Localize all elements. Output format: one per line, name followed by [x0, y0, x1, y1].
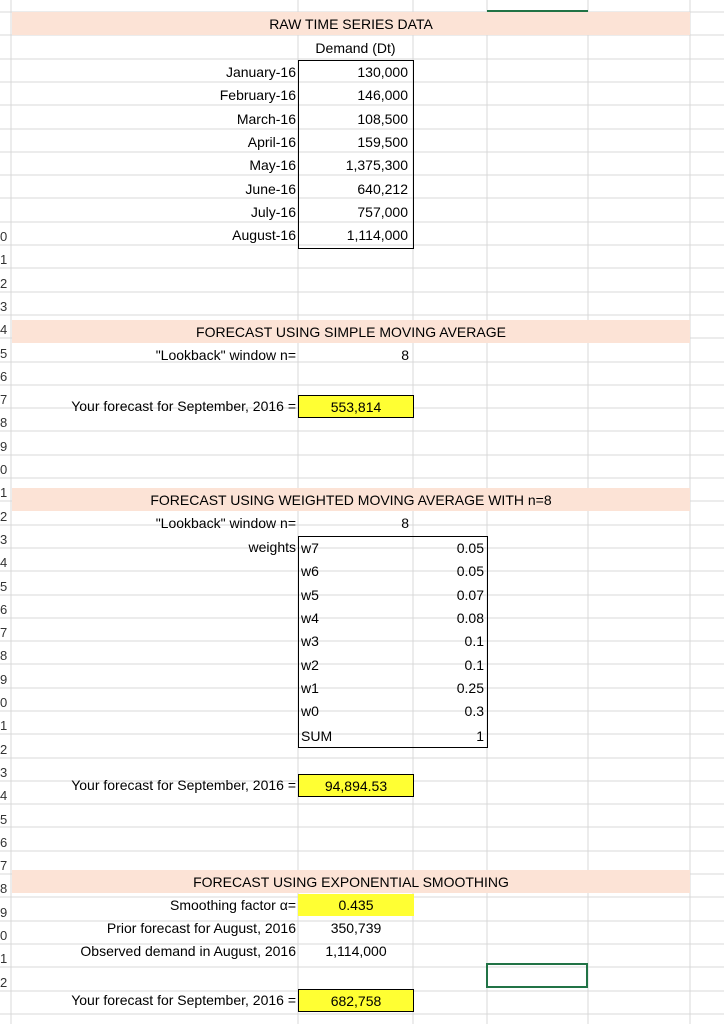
- demand-cell[interactable]: 640,212: [357, 180, 408, 197]
- weight-name[interactable]: w4: [301, 609, 319, 626]
- row-number[interactable]: 0: [0, 229, 8, 244]
- demand-column-header: Demand (Dt): [315, 40, 396, 56]
- row-number[interactable]: 6: [0, 601, 8, 617]
- weight-name[interactable]: w0: [301, 703, 319, 720]
- month-cell[interactable]: August-16: [232, 227, 296, 244]
- row-number[interactable]: 6: [0, 834, 8, 850]
- row-number[interactable]: 0: [0, 928, 8, 943]
- es-alpha-value[interactable]: 0.435: [298, 894, 414, 916]
- raw-title: RAW TIME SERIES DATA: [269, 16, 433, 32]
- row-number[interactable]: 9: [0, 671, 8, 687]
- row-number[interactable]: 3: [0, 531, 8, 547]
- es-forecast-value[interactable]: 682,758: [298, 989, 414, 1012]
- weight-value[interactable]: 0.1: [464, 633, 484, 650]
- weight-name[interactable]: w6: [301, 563, 319, 580]
- month-cell[interactable]: March-16: [236, 110, 296, 127]
- row-number[interactable]: 2: [0, 275, 8, 291]
- row-number[interactable]: 1: [0, 252, 8, 268]
- es-prior-label: Prior forecast for August, 2016: [106, 920, 296, 936]
- sma-forecast-value[interactable]: 553,814: [298, 395, 414, 418]
- demand-cell[interactable]: 130,000: [357, 64, 408, 80]
- row-number[interactable]: 9: [0, 438, 8, 454]
- row-number[interactable]: 3: [0, 298, 8, 314]
- weight-name[interactable]: w7: [301, 540, 319, 556]
- weight-name[interactable]: w3: [301, 633, 319, 650]
- wma-title: FORECAST USING WEIGHTED MOVING AVERAGE WITH n=8: [150, 492, 552, 508]
- row-number[interactable]: 6: [0, 368, 8, 384]
- month-cell[interactable]: February-16: [219, 87, 296, 104]
- row-number[interactable]: 5: [0, 578, 8, 594]
- es-observed-value[interactable]: 1,114,000: [325, 943, 387, 959]
- row-number[interactable]: 7: [0, 392, 8, 408]
- row-number[interactable]: 5: [0, 345, 8, 361]
- month-cell[interactable]: May-16: [249, 157, 296, 174]
- row-number[interactable]: 8: [0, 881, 8, 897]
- weight-name[interactable]: w1: [301, 679, 319, 696]
- row-number[interactable]: 4: [0, 322, 8, 338]
- weight-value[interactable]: 0.3: [464, 703, 484, 720]
- es-alpha-label: Smoothing factor α=: [170, 897, 296, 913]
- row-number[interactable]: 8: [0, 415, 8, 431]
- row-number[interactable]: 7: [0, 858, 8, 874]
- sma-forecast-label: Your forecast for September, 2016 =: [71, 398, 296, 414]
- es-title: FORECAST USING EXPONENTIAL SMOOTHING: [193, 874, 509, 890]
- row-number[interactable]: 2: [0, 974, 8, 990]
- row-number[interactable]: 9: [0, 904, 8, 920]
- row-number[interactable]: 5: [0, 811, 8, 827]
- row-number[interactable]: 0: [0, 462, 8, 477]
- demand-cell[interactable]: 1,375,300: [345, 157, 408, 174]
- month-cell[interactable]: January-16: [225, 64, 296, 80]
- demand-cell[interactable]: 108,500: [357, 110, 408, 127]
- weight-value[interactable]: 0.07: [456, 586, 484, 603]
- weight-value[interactable]: 0.25: [456, 679, 484, 696]
- sma-title: FORECAST USING SIMPLE MOVING AVERAGE: [196, 324, 506, 340]
- row-number[interactable]: 3: [0, 764, 8, 780]
- weights-label: weights: [248, 539, 296, 555]
- row-number[interactable]: 2: [0, 508, 8, 524]
- wma-forecast-label: Your forecast for September, 2016 =: [71, 777, 296, 793]
- row-number[interactable]: 1: [0, 951, 8, 967]
- row-number[interactable]: 4: [0, 788, 8, 804]
- es-forecast-label: Your forecast for September, 2016 =: [71, 992, 296, 1008]
- row-number[interactable]: 8: [0, 648, 8, 664]
- row-number[interactable]: 0: [0, 695, 8, 710]
- demand-cell[interactable]: 146,000: [357, 87, 408, 104]
- es-observed-label: Observed demand in August, 2016: [80, 943, 296, 959]
- weight-value[interactable]: 0.08: [456, 609, 484, 626]
- weight-name[interactable]: w2: [301, 656, 319, 673]
- wma-lookback-label: "Lookback" window n=: [155, 515, 296, 531]
- weight-value[interactable]: 0.05: [456, 540, 484, 556]
- demand-cell[interactable]: 757,000: [357, 203, 408, 220]
- wma-forecast-value[interactable]: 94,894.53: [298, 774, 414, 797]
- row-number[interactable]: 7: [0, 625, 8, 641]
- month-cell[interactable]: June-16: [245, 180, 296, 197]
- month-cell[interactable]: April-16: [247, 133, 296, 150]
- wma-lookback-value[interactable]: 8: [401, 515, 409, 531]
- weight-value[interactable]: 0.1: [464, 656, 484, 673]
- sma-lookback-label: "Lookback" window n=: [155, 347, 296, 363]
- row-number[interactable]: 1: [0, 485, 8, 501]
- demand-cell[interactable]: 1,114,000: [346, 227, 408, 244]
- selected-cell[interactable]: [486, 963, 588, 988]
- sma-lookback-value[interactable]: 8: [401, 347, 409, 363]
- demand-cell[interactable]: 159,500: [357, 133, 408, 150]
- row-number[interactable]: 1: [0, 718, 8, 734]
- es-prior-value[interactable]: 350,739: [330, 920, 382, 936]
- month-cell[interactable]: July-16: [250, 203, 296, 220]
- weight-value[interactable]: 0.05: [456, 563, 484, 580]
- row-number[interactable]: 4: [0, 555, 8, 571]
- row-number[interactable]: 2: [0, 741, 8, 757]
- weights-sum-value[interactable]: 1: [476, 728, 484, 744]
- weight-name[interactable]: w5: [301, 586, 319, 603]
- weights-sum-label: SUM: [301, 728, 333, 744]
